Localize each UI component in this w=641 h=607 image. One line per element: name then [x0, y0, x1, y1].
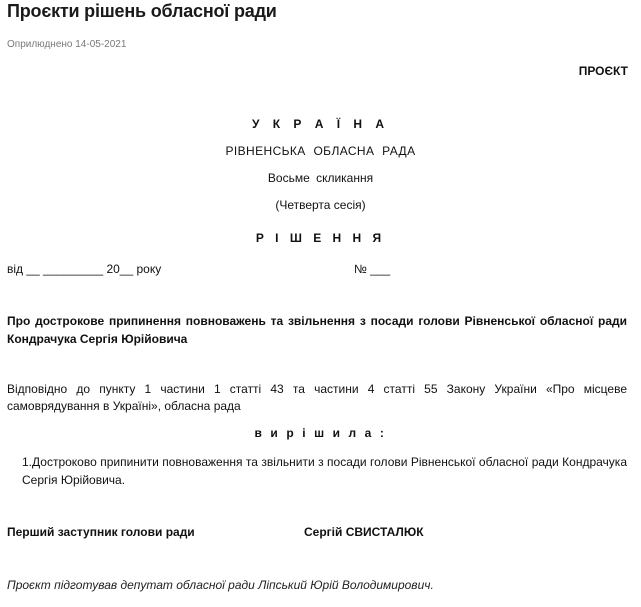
signatory-position: Перший заступник голови ради [7, 525, 195, 539]
decision-item-1: 1.Достроково припинити повноваження та звільнити з посади голови Рівненської обласної ради Кондрачука Сергія Юрійовича. [22, 455, 627, 487]
convocation-line: Восьме скликання [267, 171, 374, 185]
decision-preamble: Відповідно до пункту 1 частини 1 статті 43 та частини 4 статті 55 Закону України «Про місцеве самоврядування в Україні», обласна рада [7, 382, 627, 413]
number-placeholder: № ___ [354, 262, 391, 276]
council-heading: РІВНЕНСЬКА ОБЛАСНА РАДА [225, 144, 416, 158]
decision-heading: Р І Ш Е Н Н Я [255, 231, 386, 245]
draft-label: ПРОЄКТ [578, 64, 628, 78]
page-title: Проєкти рішень обласної ради [7, 1, 277, 21]
signatory-name: Сергій СВИСТАЛЮК [304, 525, 424, 539]
session-line: (Четверта сесія) [275, 198, 366, 212]
prepared-by-note: Проєкт підготував депутат обласної ради Ліпський Юрій Володимирович. [7, 578, 434, 592]
publication-date: Оприлюднено 14-05-2021 [7, 39, 127, 50]
resolved-heading: в и р і ш и л а : [254, 426, 387, 440]
decision-subject: Про дострокове припинення повноважень та звільнення з посади голови Рівненської обласної ради Кондрачука Сергія Юрійовича [7, 314, 627, 346]
country-heading: У К Р А Ї Н А [251, 117, 390, 131]
date-placeholder: від __ _________ 20__ року [7, 262, 162, 276]
